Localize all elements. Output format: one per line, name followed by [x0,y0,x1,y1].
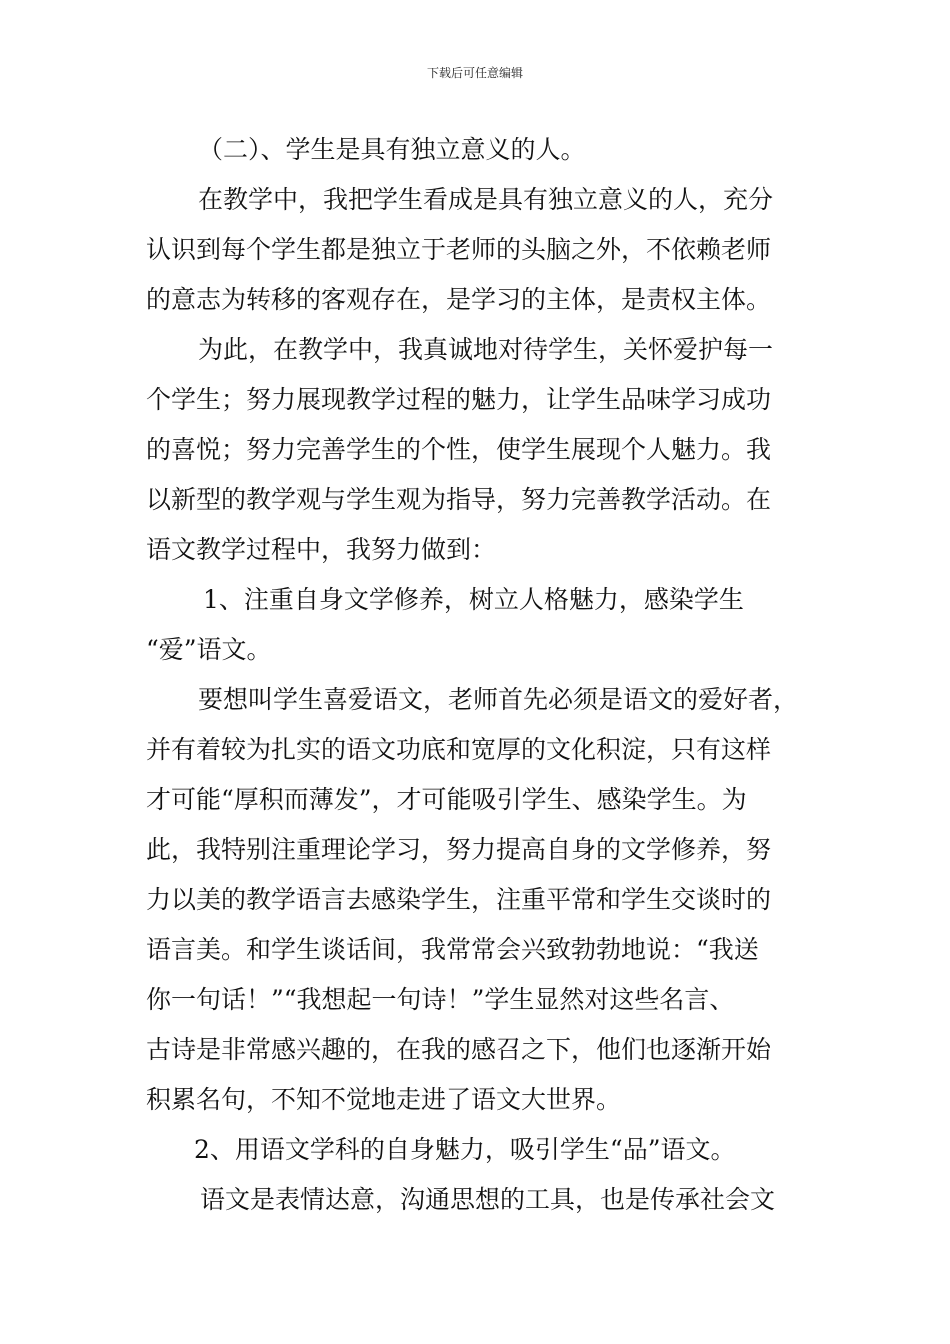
text-line: 积累名句，不知不觉地走进了语文大世界。 [146,1085,622,1114]
text-line: 语文教学过程中，我努力做到： [146,535,497,564]
text-line: 要想叫学生喜爱语文，老师首先必须是语文的爱好者， [198,685,799,714]
page-header-note: 下载后可任意编辑 [426,66,523,80]
text-line: 此，我特别注重理论学习，努力提高自身的文学修养，努 [146,835,772,864]
text-line: 以新型的教学观与学生观为指导，努力完善教学活动。在 [146,485,772,514]
text-line: 你一句话！”“我想起一句诗！”学生显然对这些名言、 [146,985,735,1014]
text-line: 的喜悦；努力完善学生的个性，使学生展现个人魅力。我 [146,435,772,464]
list-item-heading: 1、注重自身文学修养，树立人格魅力，感染学生 [203,585,744,614]
text-line: 个学生；努力展现教学过程的魅力，让学生品味学习成功 [146,385,772,414]
text-line: 古诗是非常感兴趣的，在我的感召之下，他们也逐渐开始 [146,1035,772,1064]
text-line: 力以美的教学语言去感染学生，注重平常和学生交谈时的 [146,885,772,914]
text-line: 为此，在教学中，我真诚地对待学生，关怀爱护每一 [198,335,774,364]
text-line: 语言美。和学生谈话间，我常常会兴致勃勃地说：“我送 [146,935,759,964]
text-line: 认识到每个学生都是独立于老师的头脑之外，不依赖老师 [146,235,772,264]
text-line: 在教学中，我把学生看成是具有独立意义的人，充分 [198,185,774,214]
text-line: 的意志为转移的客观存在，是学习的主体，是责权主体。 [146,285,772,314]
text-line: 才可能“厚积而薄发”，才可能吸引学生、感染学生。为 [146,785,747,814]
text-line: “爱”语文。 [146,635,272,664]
text-line: 语文是表情达意，沟通思想的工具，也是传承社会文 [200,1185,776,1214]
section-heading: （二）、学生是具有独立意义的人。 [198,135,586,164]
list-item-heading: 2、用语文学科的自身魅力，吸引学生“品”语文。 [194,1135,736,1164]
text-line: 并有着较为扎实的语文功底和宽厚的文化积淀，只有这样 [146,735,772,764]
